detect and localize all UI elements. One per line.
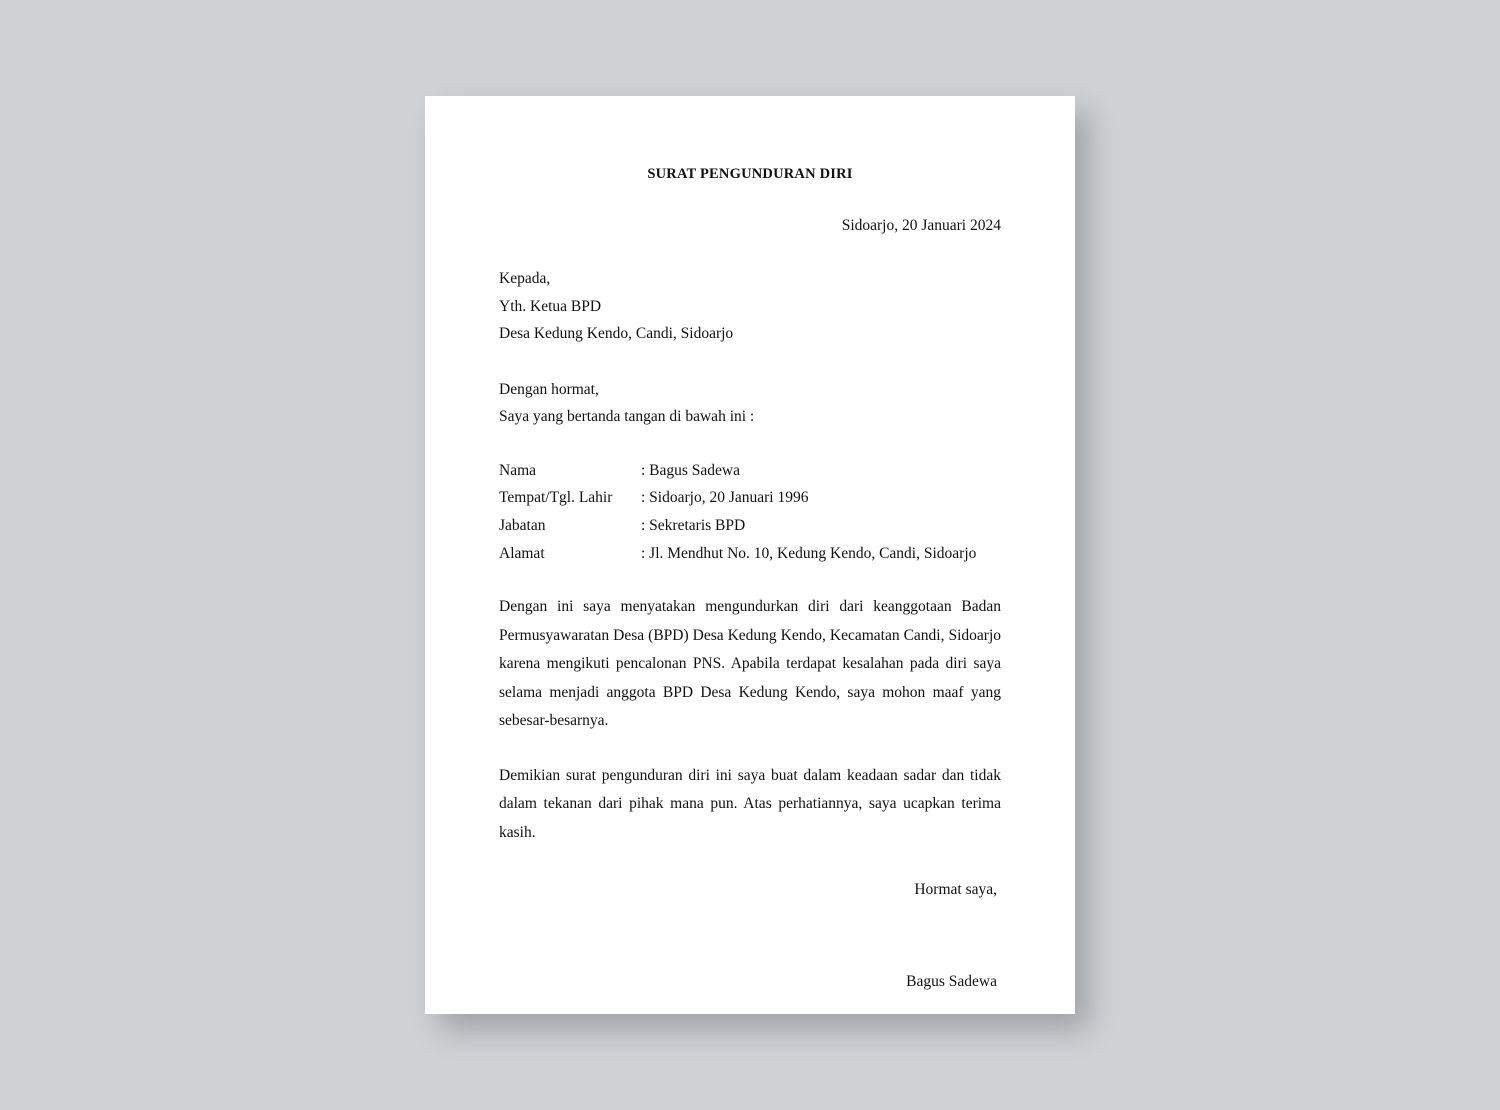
identity-value: : Sidoarjo, 20 Januari 1996 (641, 489, 809, 507)
identity-label: Nama (499, 461, 537, 479)
recipient-line-1: Kepada, (499, 270, 551, 287)
salutation-line-1: Dengan hormat, (499, 380, 599, 398)
signer-name: Bagus Sadewa (906, 973, 997, 991)
page-title: SURAT PENGUNDURAN DIRI (647, 166, 853, 182)
identity-label: Jabatan (499, 517, 546, 535)
recipient-line-2: Yth. Ketua BPD (499, 297, 602, 315)
salutation-line-2: Saya yang bertanda tangan di bawah ini : (499, 408, 755, 426)
identity-row (499, 484, 1001, 512)
signature-space (499, 899, 1001, 973)
identity-value: : Bagus Sadewa (641, 461, 741, 479)
identity-table (499, 457, 1001, 567)
identity-value: : Jl. Mendhut No. 10, Kedung Kendo, Candi, Sidoarjo (641, 544, 977, 562)
identity-value: : Sekretaris BPD (641, 517, 746, 535)
identity-label: Alamat (499, 544, 545, 562)
salutation-block (499, 376, 1001, 431)
body-paragraph-1: Dengan ini saya menyatakan mengundurkan diri dari keanggotaan Badan Permusyawaratan Desa (BPD) Desa Kedung Kendo, Kecamatan Candi, Sidoarjo karena mengikuti pencalonan PNS. Apabila terdapat kesalahan pada diri saya selama menjadi anggota BPD Desa Kedung Kendo, saya mohon maaf yang sebesar-besarnya. (499, 598, 1001, 730)
place-and-date: Sidoarjo, 20 Januari 2024 (841, 217, 1001, 234)
letter-page (425, 96, 1075, 1014)
identity-label: Tempat/Tgl. Lahir (499, 489, 613, 507)
body-paragraph-2: Demikian surat pengunduran diri ini saya buat dalam keadaan sadar dan tidak dalam tekanan dari pihak mana pun. Atas perhatiannya, saya ucapkan terima kasih. (499, 766, 1001, 841)
identity-row (499, 457, 1001, 485)
identity-row (499, 540, 1001, 568)
recipient-block (499, 265, 1001, 348)
identity-row (499, 512, 1001, 540)
recipient-line-3: Desa Kedung Kendo, Candi, Sidoarjo (499, 325, 734, 343)
closing-regards: Hormat saya, (914, 881, 997, 899)
